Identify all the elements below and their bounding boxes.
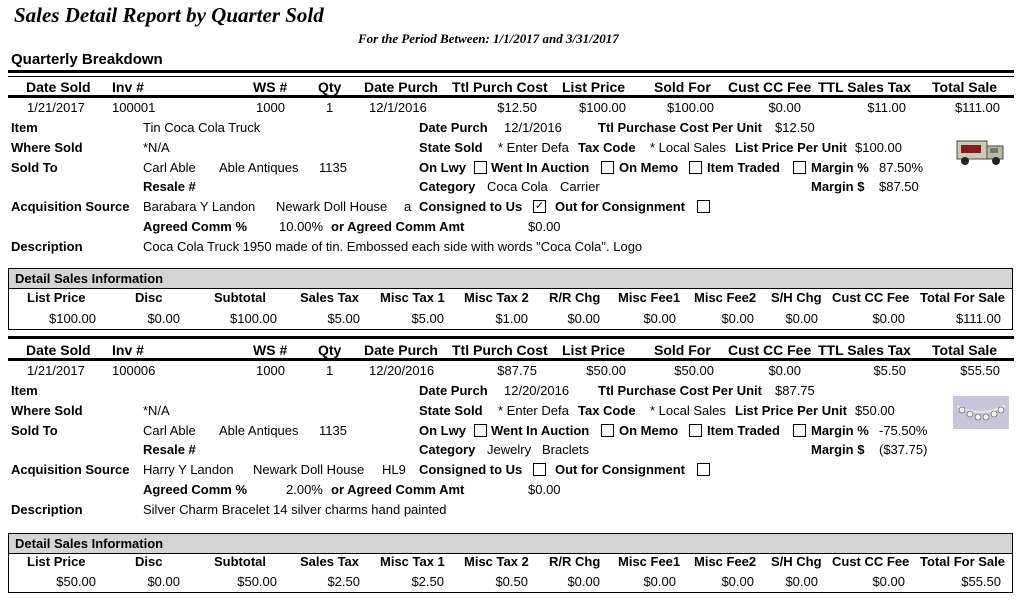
detail-col-sh: S/H Chg [771,290,822,305]
header-rule-bottom [8,358,1014,361]
list-per-unit-value: $50.00 [855,403,895,418]
ws-value: 1000 [256,363,285,378]
resale-label: Resale # [143,179,196,194]
ttl-sales-tax-value: $11.00 [867,100,906,115]
description-label: Description [11,239,83,254]
date-sold-value: 1/21/2017 [27,363,85,378]
detail-col-total: Total For Sale [920,554,1005,569]
col-cust-cc-fee: Cust CC Fee [728,79,812,95]
date-purch-value-2: 12/20/2016 [504,383,570,398]
detail-col-rr: R/R Chg [549,554,601,569]
report-period: For the Period Between: 1/1/2017 and 3/31/2017 [358,31,619,46]
detail-col-sales-tax: Sales Tax [300,290,360,305]
detail-misc-tax1: $5.00 [411,311,444,326]
went-auction-checkbox[interactable] [601,161,614,174]
margin-pct-label: Margin % [811,160,869,175]
detail-col-misc-tax2: Misc Tax 2 [464,290,529,305]
col-ws: WS # [253,79,288,95]
col-date-sold: Date Sold [26,79,91,95]
acq-code: HL9 [382,462,406,477]
col-total-sale: Total Sale [932,79,998,95]
agreed-amt-value: $0.00 [528,482,561,497]
col-sold-for: Sold For [654,79,711,95]
col-cust-cc-fee: Cust CC Fee [728,342,812,358]
consigned-label: Consigned to Us [419,199,523,214]
detail-fee2: $0.00 [721,574,754,589]
went-auction-checkbox[interactable] [601,424,614,437]
detail-col-misc-tax1: Misc Tax 1 [380,554,445,569]
on-lwy-label: On Lwy [419,423,466,438]
detail-fee1: $0.00 [643,574,676,589]
detail-col-cc: Cust CC Fee [832,554,910,569]
state-sold-value: * Enter Defa [498,140,569,155]
tax-code-value: * Local Sales [650,140,726,155]
detail-col-cc: Cust CC Fee [832,290,910,305]
item-traded-label: Item Traded [707,423,780,438]
tax-code-value: * Local Sales [650,403,726,418]
sold-to-label: Sold To [11,423,58,438]
bracelet-photo [953,396,1009,429]
detail-col-misc-tax2: Misc Tax 2 [464,554,529,569]
sold-to-number: 1135 [319,423,347,438]
category-label: Category [419,442,476,457]
detail-list-price: $50.00 [56,574,96,589]
on-lwy-label: On Lwy [419,160,466,175]
detail-disc: $0.00 [147,311,180,326]
detail-col-disc: Disc [135,290,163,305]
detail-total: $111.00 [955,311,1001,326]
detail-rr: $0.00 [567,574,600,589]
detail-sh: $0.00 [785,311,818,326]
acq-source-label: Acquisition Source [11,199,130,214]
consigned-label: Consigned to Us [419,462,523,477]
detail-fee1: $0.00 [643,311,676,326]
detail-misc-tax1: $2.50 [411,574,444,589]
item-traded-checkbox[interactable] [793,424,806,437]
detail-col-subtotal: Subtotal [214,290,266,305]
qty-value: 1 [326,100,334,115]
acq-name: Barabara Y Landon [143,199,256,214]
description-value: Coca Cola Truck 1950 made of tin. Embossed each side with words "Coca Cola". Logo [143,239,643,254]
tax-code-label: Tax Code [578,140,636,155]
truck-photo [953,133,1009,169]
list-price-value: $100.00 [579,100,626,115]
inv-value: 100006 [112,363,156,378]
col-qty: Qty [318,79,342,95]
ttl-per-unit-value: $12.50 [775,120,815,135]
date-purch-value: 12/20/2016 [369,363,435,378]
detail-sales-tax: $5.00 [327,311,360,326]
item-traded-label: Item Traded [707,160,780,175]
sold-to-company: Able Antiques [219,423,299,438]
ttl-per-unit-label: Ttl Purchase Cost Per Unit [598,120,762,135]
date-purch-label: Date Purch [419,383,488,398]
list-per-unit-label: List Price Per Unit [735,403,847,418]
col-ttl-sales-tax: TTL Sales Tax [818,79,911,95]
where-sold-label: Where Sold [11,140,83,155]
agreed-comm-label: Agreed Comm % [143,482,248,497]
out-consign-checkbox[interactable] [697,200,710,213]
went-auction-label: Went In Auction [491,160,590,175]
sold-to-number: 1135 [319,160,347,175]
item-value: Tin Coca Cola Truck [143,120,261,135]
detail-fee2: $0.00 [721,311,754,326]
sold-to-name: Carl Able [143,160,196,175]
margin-pct-label: Margin % [811,423,869,438]
col-qty: Qty [318,342,342,358]
subcategory-value: Carrier [560,179,600,194]
detail-subtotal: $50.00 [237,574,277,589]
col-ttl-purch-cost: Ttl Purch Cost [452,342,548,358]
section-title: Quarterly Breakdown [11,51,163,68]
col-date-sold: Date Sold [26,342,91,358]
detail-col-fee2: Misc Fee2 [694,554,757,569]
detail-list-price: $100.00 [49,311,96,326]
col-ws: WS # [253,342,288,358]
state-sold-value: * Enter Defa [498,403,569,418]
detail-col-sh: S/H Chg [771,554,822,569]
category-value: Jewelry [487,442,532,457]
consigned-checkbox[interactable]: ✓ [534,200,545,212]
item-label: Item [11,120,38,135]
out-consign-checkbox[interactable] [697,463,710,476]
detail-col-list-price: List Price [27,290,86,305]
ttl-per-unit-label: Ttl Purchase Cost Per Unit [598,383,762,398]
ttl-purch-cost-value: $12.50 [497,100,537,115]
date-purch-label: Date Purch [419,120,488,135]
detail-cc: $0.00 [872,311,905,326]
item-traded-checkbox[interactable] [793,161,806,174]
detail-rr: $0.00 [567,311,600,326]
col-inv: Inv # [112,79,144,95]
detail-col-list-price: List Price [27,554,86,569]
ttl-sales-tax-value: $5.50 [873,363,906,378]
margin-amt-value: ($37.75) [879,442,928,457]
report-title: Sales Detail Report by Quarter Sold [14,3,324,27]
col-date-purch: Date Purch [364,79,438,95]
detail-total: $55.50 [961,574,1001,589]
inv-value: 100001 [112,100,156,115]
sold-to-company: Able Antiques [219,160,299,175]
description-label: Description [11,502,83,517]
on-memo-checkbox[interactable] [689,424,702,437]
qty-value: 1 [326,363,334,378]
sold-for-value: $100.00 [667,100,714,115]
description-value: Silver Charm Bracelet 14 silver charms hand painted [143,502,447,517]
agreed-amt-label: or Agreed Comm Amt [331,219,465,234]
agreed-comm-label: Agreed Comm % [143,219,248,234]
out-consign-label: Out for Consignment [555,199,685,214]
col-ttl-sales-tax: TTL Sales Tax [818,342,911,358]
margin-amt-label: Margin $ [811,442,865,457]
resale-label: Resale # [143,442,196,457]
agreed-amt-label: or Agreed Comm Amt [331,482,465,497]
consigned-checkbox[interactable] [533,463,546,476]
sold-to-name: Carl Able [143,423,196,438]
detail-col-fee2: Misc Fee2 [694,290,757,305]
detail-col-fee1: Misc Fee1 [618,554,681,569]
detail-sales-tax: $2.50 [327,574,360,589]
col-inv: Inv # [112,342,144,358]
detail-col-subtotal: Subtotal [214,554,266,569]
header-rule [8,336,1014,339]
detail-col-misc-tax1: Misc Tax 1 [380,290,445,305]
detail-cc: $0.00 [872,574,905,589]
detail-col-total: Total For Sale [920,290,1005,305]
col-date-purch: Date Purch [364,342,438,358]
on-memo-checkbox[interactable] [689,161,702,174]
acq-source-label: Acquisition Source [11,462,130,477]
col-list-price: List Price [562,79,626,95]
margin-amt-label: Margin $ [811,179,865,194]
tax-code-label: Tax Code [578,403,636,418]
acq-code: a [404,199,412,214]
out-consign-label: Out for Consignment [555,462,685,477]
detail-disc: $0.00 [147,574,180,589]
went-auction-label: Went In Auction [491,423,590,438]
list-per-unit-label: List Price Per Unit [735,140,847,155]
detail-col-fee1: Misc Fee1 [618,290,681,305]
date-sold-value: 1/21/2017 [27,100,85,115]
where-sold-value: *N/A [143,140,170,155]
total-sale-value: $55.50 [960,363,1000,378]
sale-record [0,263,1017,603]
ws-value: 1000 [256,100,285,115]
on-lwy-checkbox[interactable] [474,161,487,174]
on-lwy-checkbox[interactable] [474,424,487,437]
list-per-unit-value: $100.00 [855,140,902,155]
acq-company: Newark Doll House [253,462,365,477]
detail-sales-header: Detail Sales Information [9,269,1012,289]
col-sold-for: Sold For [654,342,711,358]
where-sold-label: Where Sold [11,403,83,418]
acq-company: Newark Doll House [276,199,388,214]
state-sold-label: State Sold [419,140,483,155]
margin-amt-value: $87.50 [879,179,919,194]
ttl-purch-cost-value: $87.75 [497,363,537,378]
subcategory-value: Braclets [542,442,589,457]
agreed-comm-value: 10.00% [279,219,324,234]
state-sold-label: State Sold [419,403,483,418]
on-memo-label: On Memo [619,160,679,175]
on-memo-label: On Memo [619,423,679,438]
detail-col-sales-tax: Sales Tax [300,554,360,569]
agreed-comm-value: 2.00% [286,482,323,497]
item-label: Item [11,383,38,398]
ttl-per-unit-value: $87.75 [775,383,815,398]
date-purch-value: 12/1/2016 [369,100,427,115]
cust-cc-fee-value: $0.00 [768,363,801,378]
header-rule-bottom [8,95,1014,98]
detail-sales-header: Detail Sales Information [9,534,1012,554]
sold-to-label: Sold To [11,160,58,175]
where-sold-value: *N/A [143,403,170,418]
col-ttl-purch-cost: Ttl Purch Cost [452,79,548,95]
detail-col-rr: R/R Chg [549,290,601,305]
acq-name: Harry Y Landon [143,462,234,477]
cust-cc-fee-value: $0.00 [768,100,801,115]
total-sale-value: $111.00 [954,100,1000,115]
category-value: Coca Cola [487,179,548,194]
agreed-amt-value: $0.00 [528,219,561,234]
list-price-value: $50.00 [586,363,626,378]
category-label: Category [419,179,476,194]
detail-misc-tax2: $1.00 [495,311,528,326]
header-rule [8,76,1014,77]
margin-pct-value: 87.50% [879,160,924,175]
detail-col-disc: Disc [135,554,163,569]
sold-for-value: $50.00 [674,363,714,378]
col-total-sale: Total Sale [932,342,998,358]
detail-subtotal: $100.00 [230,311,277,326]
col-list-price: List Price [562,342,626,358]
detail-sh: $0.00 [785,574,818,589]
margin-pct-value: -75.50% [879,423,928,438]
date-purch-value-2: 12/1/2016 [504,120,562,135]
detail-misc-tax2: $0.50 [495,574,528,589]
